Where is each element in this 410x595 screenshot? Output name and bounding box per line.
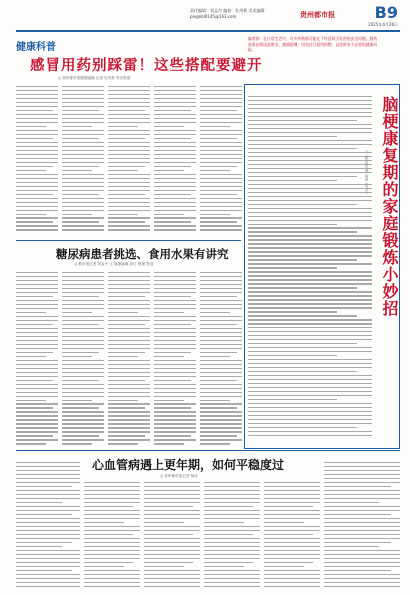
headline-cardio-menopause: 心血管病遇上更年期，如何平稳度过	[92, 458, 285, 472]
article-column	[62, 86, 104, 236]
section-title: 健康科普	[16, 42, 56, 53]
article-column	[204, 482, 260, 590]
article-column	[144, 482, 200, 590]
sidebar-text	[248, 96, 372, 442]
byline-stroke-rehab: 杨彦	[365, 174, 369, 182]
article-column	[16, 462, 80, 590]
article-column	[84, 482, 140, 590]
article-column	[324, 462, 400, 590]
headline-diabetes-fruit: 糖尿病患者挑选、食用水果有讲究	[56, 247, 229, 261]
headline-cold-medicine: 感冒用药别踩雷！这些搭配要避开	[30, 58, 263, 74]
headline-stroke-rehab: 脑梗康复期的家庭锻炼小妙招	[380, 96, 399, 317]
article-column	[154, 272, 196, 448]
article-column	[108, 272, 150, 448]
article-column	[108, 86, 150, 236]
article-column	[154, 86, 196, 236]
editor-note: 编者按：在日常生活中，许多药物都可能在不经意间引发用药安全问题。服药前务必阅读说明书，遵循医嘱，切勿自行混用药物，以免带来不必要的健康风险。	[248, 36, 378, 52]
issue-date: 2025年4月26日	[368, 22, 398, 27]
article-column	[16, 86, 58, 236]
article-column	[16, 272, 58, 448]
divider	[16, 240, 241, 241]
byline-diabetes-fruit: ◎ 都市报记者 刘孟丹 文 健康融媒 彭江 整理 报道	[74, 262, 154, 266]
byline-cardio-menopause: ◎ 贵州都市报记者 杨彦	[160, 474, 198, 478]
article-column	[200, 86, 242, 236]
page-number: B9	[374, 3, 398, 22]
masthead-rule	[16, 30, 400, 32]
byline-cold-medicine: ◎ 贵州都市报健康融媒 记者 杜茂莉 采访报道	[58, 76, 131, 80]
divider	[16, 450, 400, 451]
editor-meta: 责任编辑：刘孟丹 编校：杜茂莉 美术编辑：piegebl0145@163.com	[190, 8, 269, 19]
article-column	[62, 272, 104, 448]
newspaper-logo: 贵州都市报	[300, 10, 335, 19]
article-column	[264, 482, 320, 590]
article-column	[200, 272, 242, 448]
